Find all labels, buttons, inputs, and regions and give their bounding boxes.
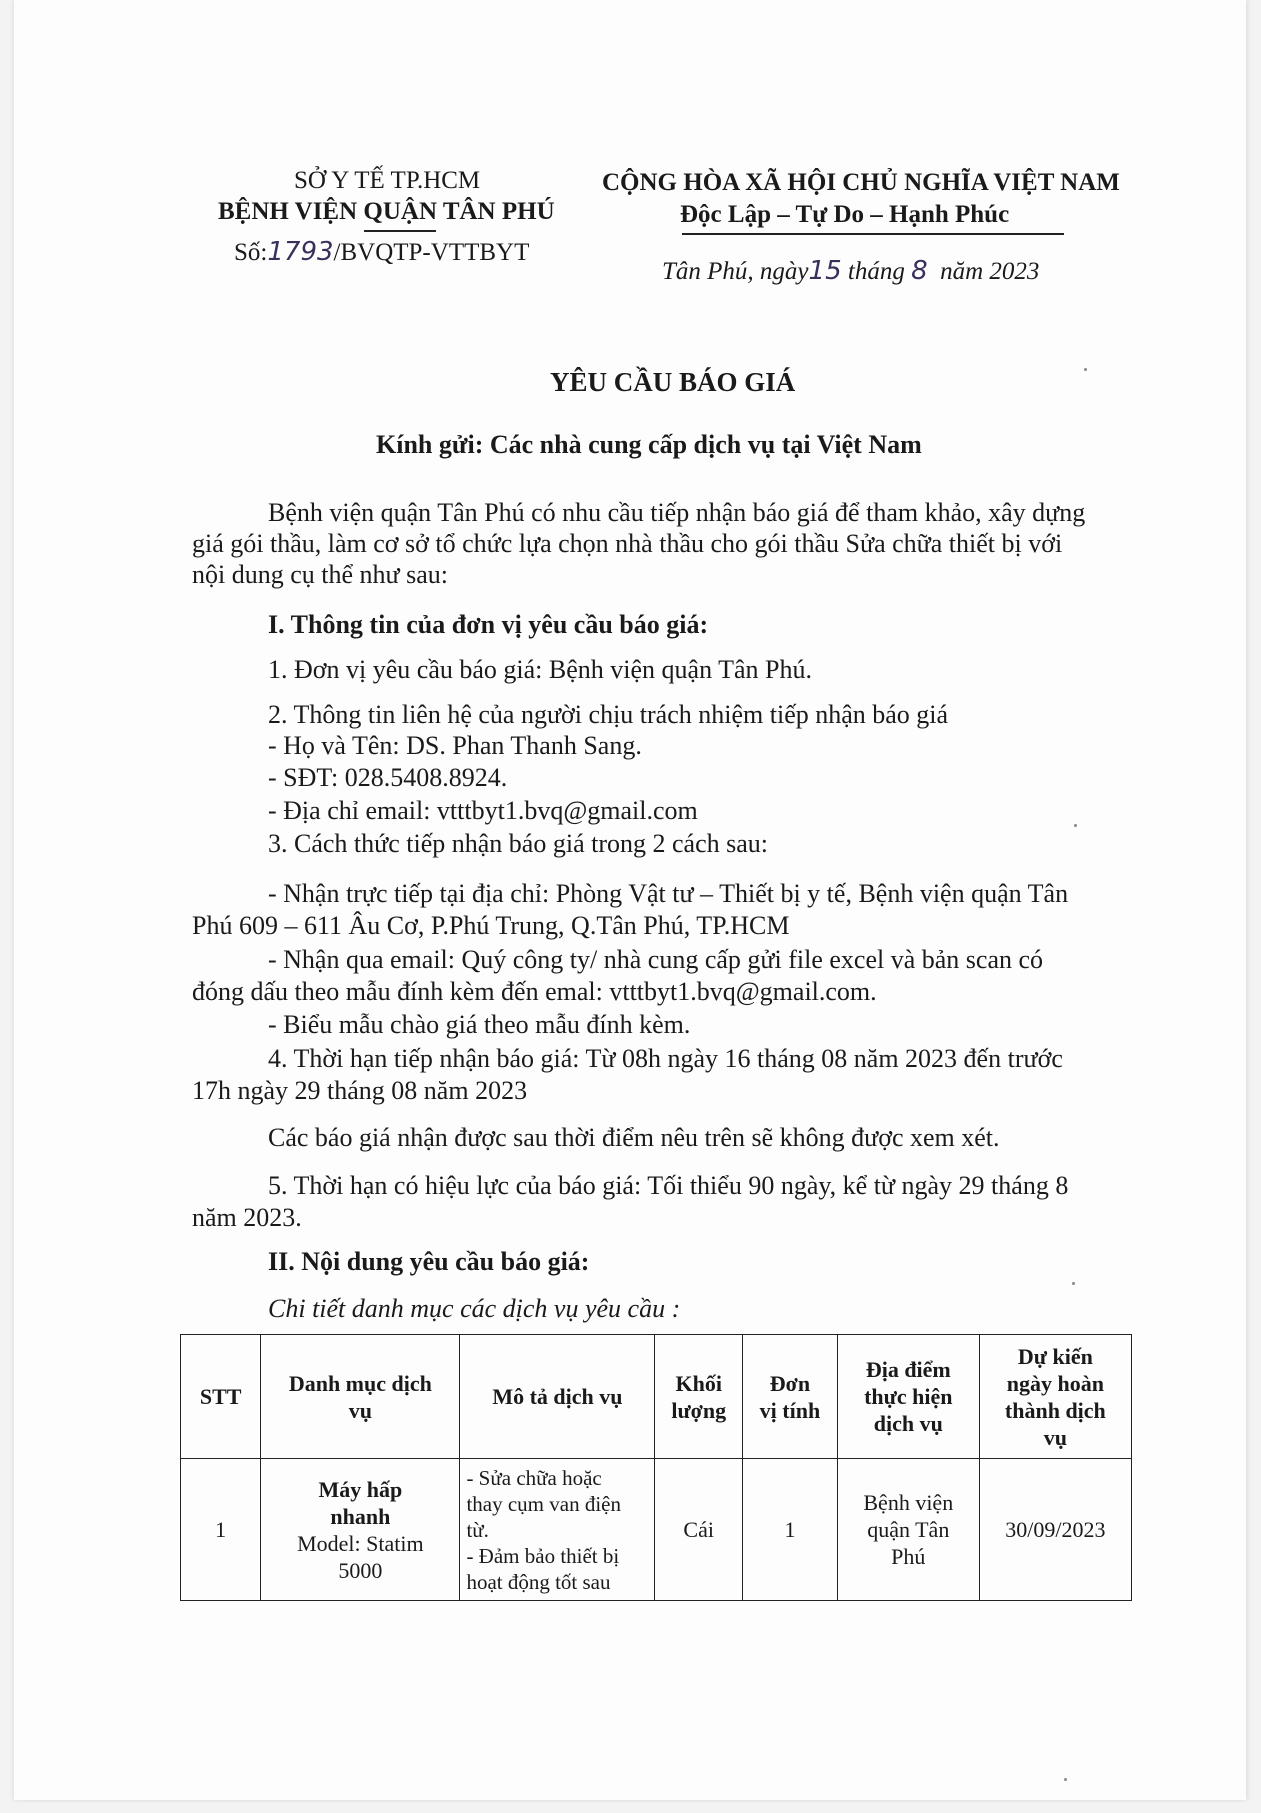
header-category (261, 1335, 460, 1459)
header-completion-line-2: ngày hoàn (1006, 1370, 1104, 1396)
date-place: Tân Phú, ngày (662, 258, 809, 285)
scan-speck (1084, 368, 1087, 371)
header-unit-line-1: Đơn (769, 1370, 811, 1396)
direct-delivery-line-2: Phú 609 – 611 Âu Cơ, P.Phú Trung, Q.Tân Phú, TP.HCM (192, 911, 790, 940)
direct-delivery-line-1: - Nhận trực tiếp tại địa chỉ: Phòng Vật tư – Thiết bị y tế, Bệnh viện quận Tân (268, 879, 1069, 908)
header-category-line-2: vụ (348, 1397, 372, 1423)
header-location-line-1: Địa điểm (865, 1357, 951, 1382)
cell-location (837, 1459, 979, 1601)
header-description: Mô tả dịch vụ (460, 1335, 655, 1459)
header-stt: STT (181, 1335, 261, 1459)
header-completion-line-4: vụ (1043, 1424, 1067, 1450)
handwritten-number: 1793 (267, 237, 334, 267)
section-1-item-5-line-1: 5. Thời hạn có hiệu lực của báo giá: Tối thiểu 90 ngày, kể từ ngày 29 tháng 8 (268, 1171, 1069, 1200)
section-1-item-3: 3. Cách thức tiếp nhận báo giá trong 2 cách sau: (268, 829, 768, 858)
header-quantity (655, 1335, 743, 1459)
scan-speck (1074, 824, 1077, 827)
cell-category (261, 1459, 460, 1601)
late-quotes-note: Các báo giá nhận được sau thời điểm nêu trên sẽ không được xem xét. (268, 1123, 1000, 1152)
email-delivery-line-1: - Nhận qua email: Quý công ty/ nhà cung cấp gửi file excel và bản scan có (268, 945, 1044, 974)
document-number (234, 237, 529, 268)
cell-quantity: Cái (655, 1459, 743, 1601)
cell-stt: 1 (181, 1459, 261, 1601)
header-quantity-line-1: Khối (675, 1370, 722, 1396)
section-1-heading: I. Thông tin của đơn vị yêu cầu báo giá: (268, 610, 709, 639)
device-model-line-2: 5000 (338, 1557, 383, 1583)
hospital-name: BỆNH VIỆN QUẬN TÂN PHÚ (218, 198, 555, 225)
motto-underline (682, 233, 1064, 235)
desc-line-3: từ. (466, 1517, 489, 1542)
header-unit (743, 1335, 838, 1459)
table-header-row (181, 1335, 1132, 1459)
location-line-2: quận Tân (867, 1517, 950, 1542)
cell-completion: 30/09/2023 (979, 1459, 1131, 1601)
intro-line-1: Bệnh viện quận Tân Phú có nhu cầu tiếp nhận báo giá để tham khảo, xây dựng (268, 498, 1086, 527)
intro-line-2: giá gói thầu, làm cơ sở tổ chức lựa chọn nhà thầu cho gói thầu Sửa chữa thiết bị với (192, 529, 1063, 558)
header-completion (979, 1335, 1131, 1459)
intro-line-3: nội dung cụ thể như sau: (192, 560, 449, 589)
header-completion-line-1: Dự kiến (1017, 1343, 1093, 1369)
national-motto: Độc Lập – Tự Do – Hạnh Phúc (680, 201, 1010, 228)
section-1-item-5-line-2: năm 2023. (192, 1203, 302, 1232)
date-month-word: tháng (847, 258, 905, 285)
section-1-item-1: 1. Đơn vị yêu cầu báo giá: Bệnh viện quận Tân Phú. (268, 655, 812, 684)
scan-speck (1072, 1282, 1075, 1285)
document-date (662, 256, 1039, 287)
desc-line-4: - Đảm bảo thiết bị (466, 1543, 620, 1568)
scan-speck (1064, 1778, 1067, 1781)
number-suffix: /BVQTP-VTTBYT (333, 239, 530, 266)
contact-phone: - SĐT: 028.5408.8924. (268, 763, 508, 792)
device-name-line-1: Máy hấp (318, 1476, 403, 1502)
location-line-3: Phú (891, 1544, 926, 1569)
header-location-line-2: thực hiện (864, 1384, 953, 1409)
handwritten-day: 15 (808, 256, 842, 286)
section-1-item-4-line-1: 4. Thời hạn tiếp nhận báo giá: Từ 08h ngày 16 tháng 08 năm 2023 đến trước (268, 1044, 1063, 1073)
email-delivery-line-2: đóng dấu theo mẫu đính kèm đến emal: vtttbyt1.bvq@gmail.com. (192, 977, 877, 1006)
document-title: YÊU CẦU BÁO GIÁ (550, 367, 796, 397)
table-row (181, 1459, 1132, 1601)
handwritten-month: 8 (911, 256, 928, 286)
header-category-line-1: Danh mục dịch (288, 1370, 432, 1396)
service-table (180, 1334, 1132, 1601)
header-location-line-3: dịch vụ (873, 1411, 943, 1436)
contact-name: - Họ và Tên: DS. Phan Thanh Sang. (268, 731, 642, 760)
section-2-subheading: Chi tiết danh mục các dịch vụ yêu cầu : (268, 1294, 681, 1323)
section-1-item-4-line-2: 17h ngày 29 tháng 08 năm 2023 (192, 1076, 528, 1105)
national-title: CỘNG HÒA XÃ HỘI CHỦ NGHĨA VIỆT NAM (602, 169, 1120, 196)
section-2-heading: II. Nội dung yêu cầu báo giá: (268, 1247, 590, 1276)
cell-unit: 1 (743, 1459, 838, 1601)
device-model-line-1: Model: Statim (297, 1530, 424, 1556)
header-completion-line-3: thành dịch (1004, 1397, 1106, 1423)
header-unit-line-2: vị tính (759, 1397, 821, 1423)
quote-form-note: - Biểu mẫu chào giá theo mẫu đính kèm. (268, 1010, 691, 1039)
location-line-1: Bệnh viện (863, 1490, 954, 1515)
hospital-underline (364, 230, 436, 232)
contact-email: - Địa chỉ email: vtttbyt1.bvq@gmail.com (268, 796, 698, 825)
department-name: SỞ Y TẾ TP.HCM (294, 167, 481, 194)
device-name-line-2: nhanh (330, 1503, 391, 1529)
desc-line-1: - Sửa chữa hoặc (466, 1465, 602, 1490)
recipient-line: Kính gửi: Các nhà cung cấp dịch vụ tại Việt Nam (376, 430, 922, 459)
desc-line-2: thay cụm van điện (466, 1491, 621, 1516)
number-prefix: Số: (234, 239, 268, 266)
header-location (837, 1335, 979, 1459)
header-quantity-line-2: lượng (671, 1397, 727, 1423)
desc-line-5: hoạt động tốt sau (466, 1569, 611, 1594)
date-year: năm 2023 (940, 258, 1040, 285)
cell-description (460, 1459, 655, 1601)
section-1-item-2: 2. Thông tin liên hệ của người chịu trách nhiệm tiếp nhận báo giá (268, 700, 949, 729)
